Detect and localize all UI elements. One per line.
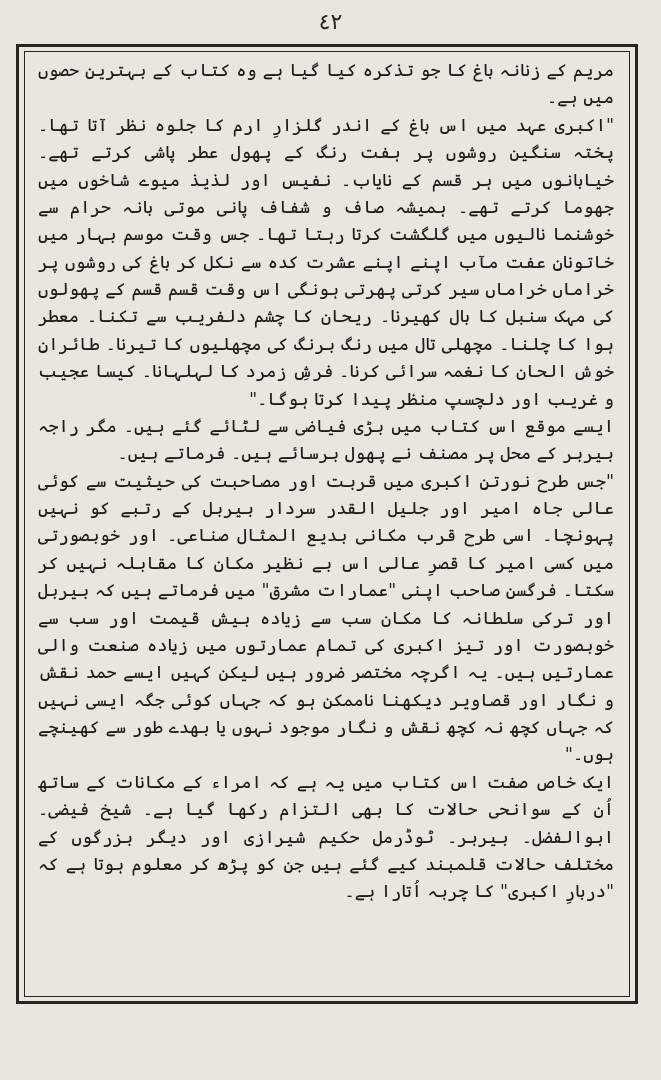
paragraph-birbal-intro: ایسے موقع اس کتاب میں بڑی فیاضی سے لٹائے گئے ہیں۔ مگر راجہ بیربر کے محل پر مصنف نے پھول برسائے ہیں۔ فرماتے ہیں۔ — [38, 416, 614, 465]
paragraph-garden-intro: مریم کے زنانہ باغ کا جو تذکرہ کیا گیا ہے وہ کتاب کے بہترین حصوں میں ہے۔ — [38, 61, 614, 109]
quote-garden-description: "اکبری عہد میں اس باغ کے اندر گلزارِ ارم کا جلوہ نظر آتا تھا۔ پختہ سنگین روشوں پر ہفت رنگ کے پھول عطر پاشی کرتے تھے۔ خیابانوں میں ہر قسم کے نایاب۔ نفیس اور لذیذ میوے شاخوں میں جھوما کرتے تھے۔ ہمیشہ صاف و شفاف پانی موتی بانہ حرام سے خوشنما نالیوں میں گلگشت کرتا رہتا تھا۔ جس وقت موسم بہار میں خاتونانِ عفت مآب اپنے اپنے عشرت کدہ سے نکل کر باغ کی روشوں پر خراماں خراماں سیر کرتی پھرتی ہونگی اس وقت قسم قسم کے پھولوں کی مہک سنبل کا بال کھیرنا۔ ریحان کا چشم دلفریب سے تکنا۔ معطر ہوا کا چلنا۔ مچھلی تال میں رنگ برنگ کی مچھلیوں کا تیرنا۔ طائرانِ خوش الحان کا نغمہ سرائی کرنا۔ فرشِ زمرد کا لہلہانا۔ کیسا عجیب و غریب اور دلچسپ منظر پیدا کرتا ہوگا۔" — [38, 115, 614, 410]
page-number: ٤٢ — [318, 10, 343, 35]
paragraph-biographies: ایک خاص صفت اس کتاب میں یہ ہے کہ امراء کے مکانات کے ساتھ اُن کے سوانحی حالات کا بھی التزام رکھا گیا ہے۔ شیخ فیضی۔ ابوالفضل۔ بیربر۔ ٹوڈرمل حکیم شیرازی اور دیگر بزرگوں کے مختلف حالات قلمبند کیے گئے ہیں جن کو پڑھ کر معلوم ہوتا ہے کہ "دربارِ اکبری" کا چربہ اُتارا ہے۔ — [38, 772, 614, 903]
quote-birbal-palace: "جس طرح نورتنِ اکبری میں قربت اور مصاحبت کی حیثیت سے کوئی عالی جاہ امیر اور جلیل القدر سردار بیربل کے رتبے کو نہیں پہونچا۔ اسی طرح قرب مکانی بدیع المثال صناعی۔ اور خوبصورتی میں کسی امیر کا قصرِ عالی اس بے نظیر مکان کا مقابلہ نہیں کر سکتا۔ فرگسن صاحب اپنی "عمارات مشرق" میں فرماتے ہیں کہ بیربل اور ترکی سلطانہ کا مکان سب سے زیادہ بیش قیمت اور سب سے خوبصورت اور تیز اکبری کی تمام عمارتوں میں زیادہ صنعت والی عمارتیں ہیں۔ یہ اگرچہ مختصر ضرور ہیں لیکن کہیں ایسے حمد نقش و نگار اور قصاویر دیکھنا ناممکن ہو کہ جہاں کوئی جگہ ایسی نہیں کہ جہاں کچھ نہ کچھ نقش و نگار موجود نہوں یا بھدے طور سے کھینچے ہوں۔" — [38, 471, 614, 766]
body-text — [30, 58, 622, 988]
